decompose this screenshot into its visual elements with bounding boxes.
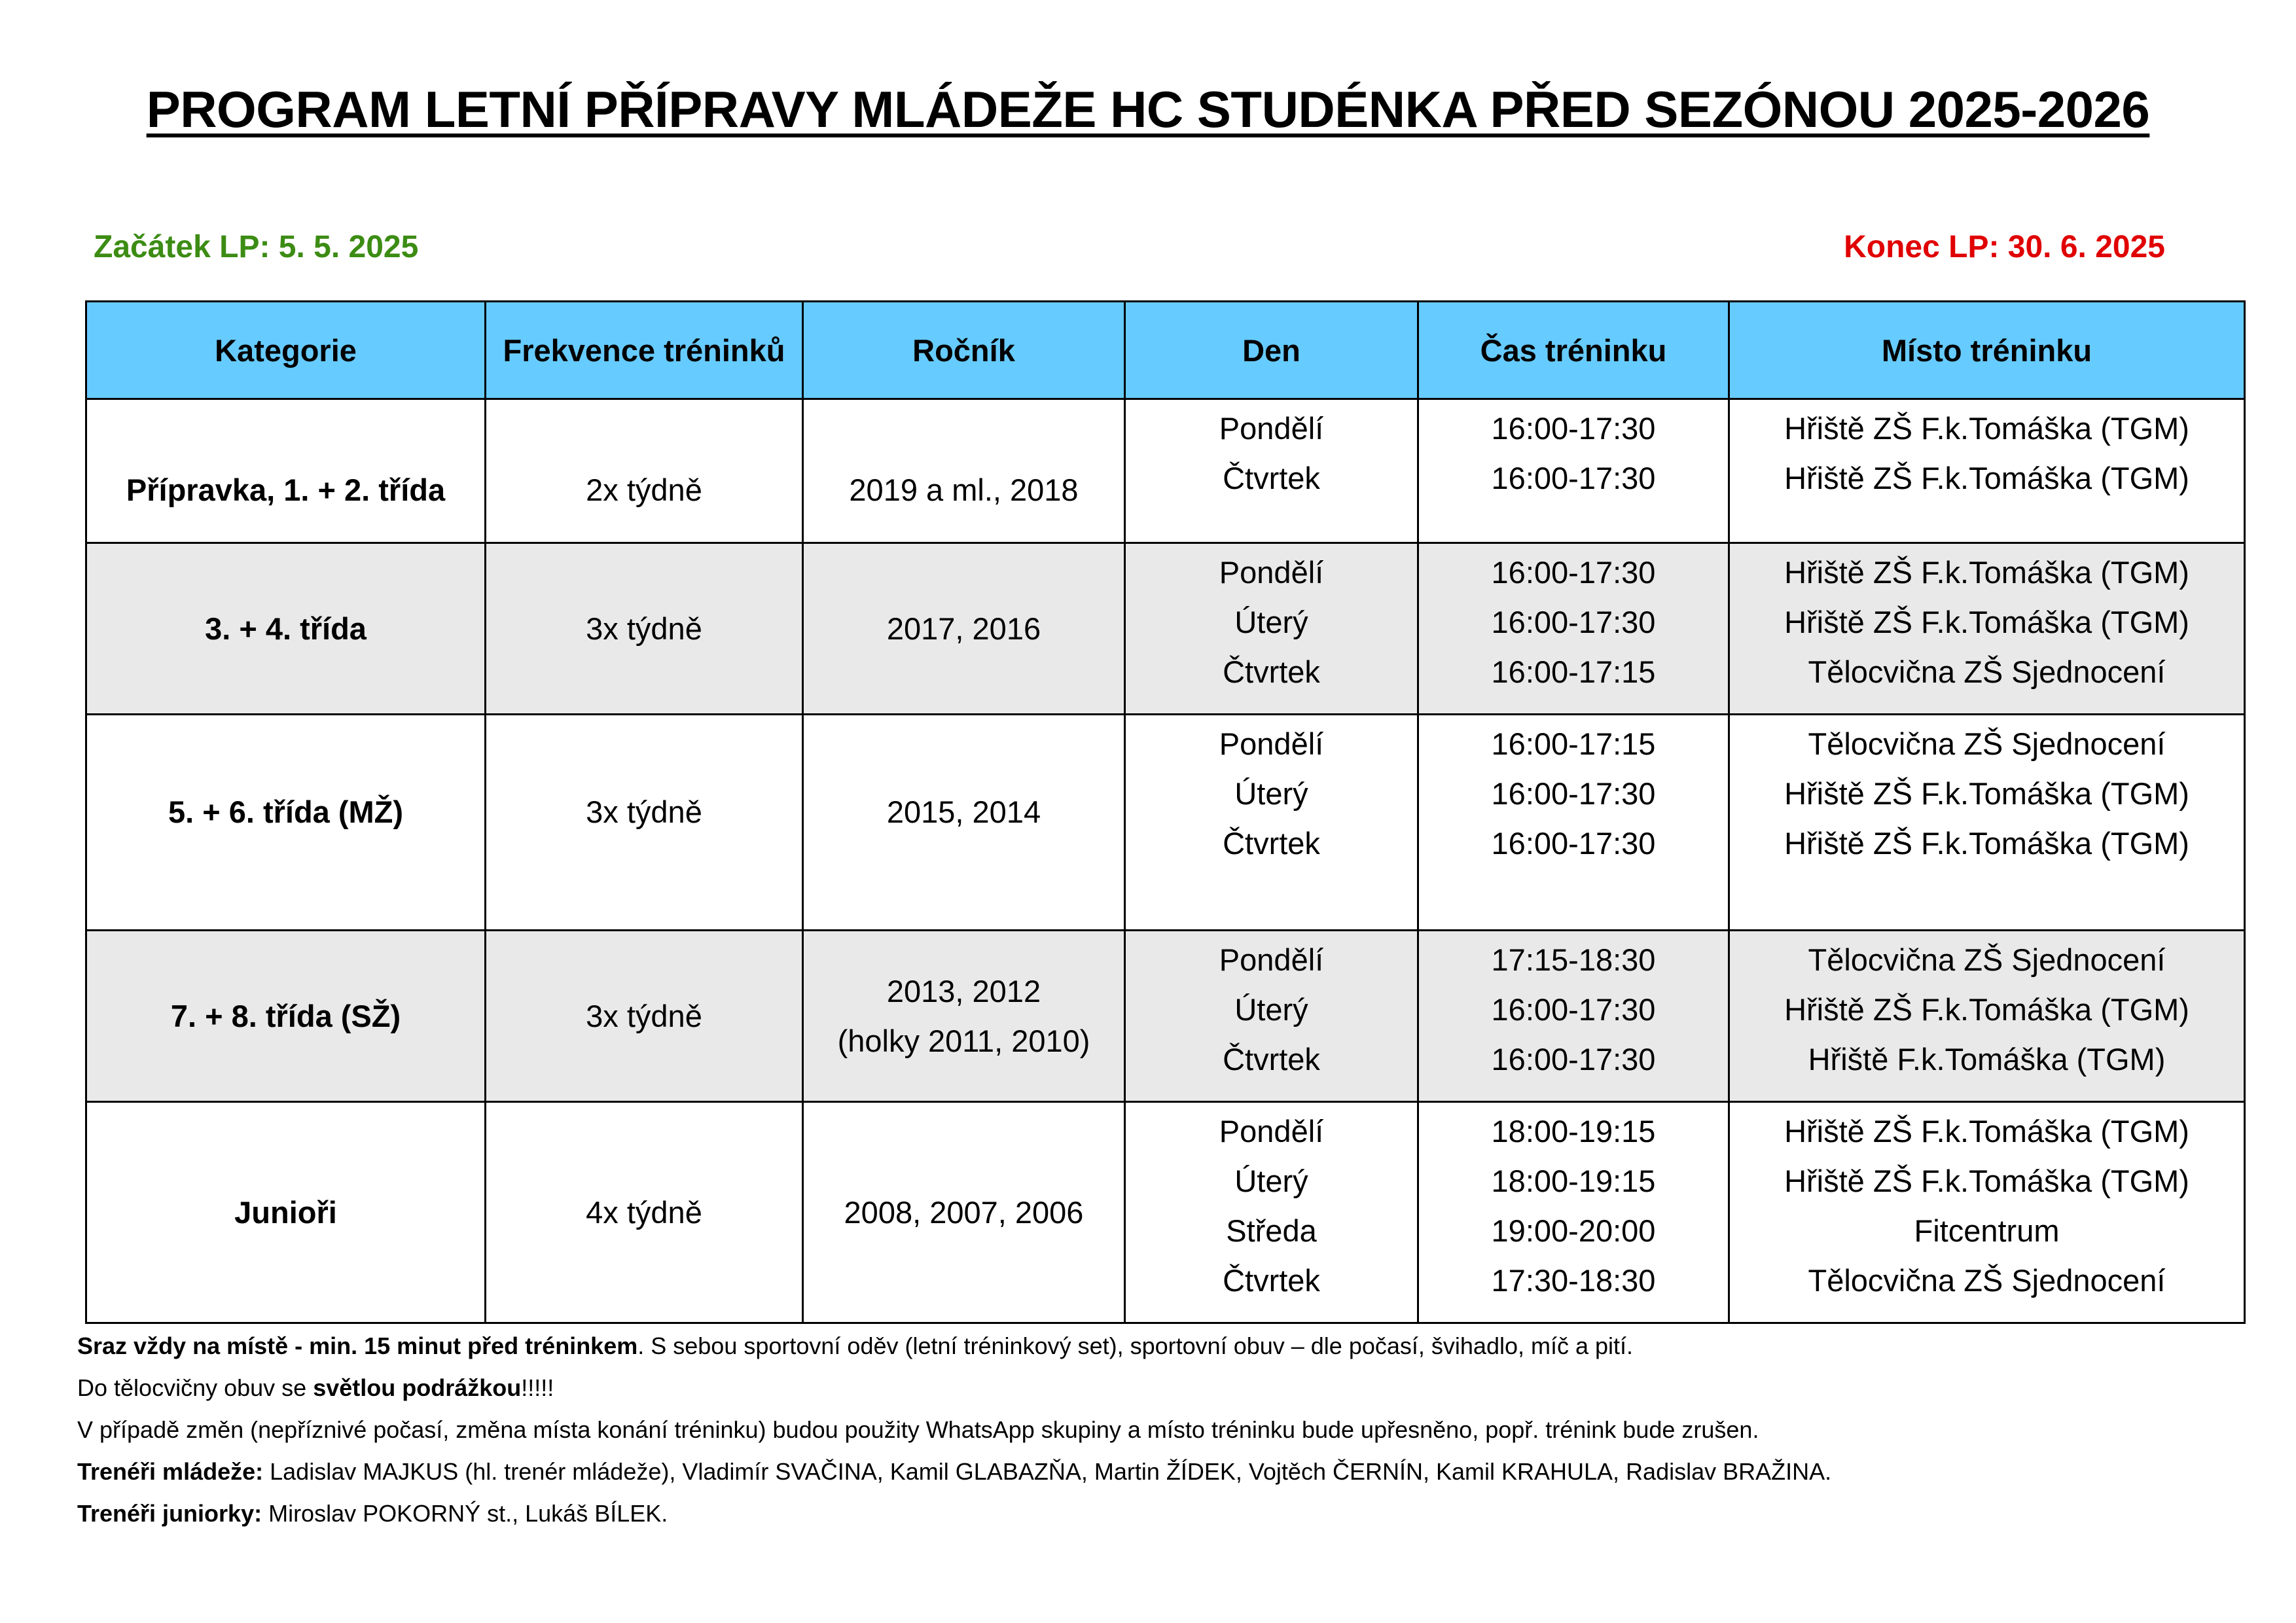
time-label: 16:00-17:30 [1491,826,1656,861]
table-header-row [86,302,2245,399]
note-text: !!!!! [521,1374,554,1401]
place-label: Hřiště ZŠ F.k.Tomáška (TGM) [1784,411,2189,446]
place-label: Hřiště ZŠ F.k.Tomáška (TGM) [1784,1164,2189,1198]
frequency-label: 3x týdně [586,611,702,646]
time-label: 19:00-20:00 [1491,1213,1656,1248]
time-label: 17:30-18:30 [1491,1263,1656,1298]
table-row [86,543,2245,715]
place-label: Hřiště ZŠ F.k.Tomáška (TGM) [1784,776,2189,811]
year-label: (holky 2011, 2010) [837,1023,1090,1058]
time-cell [1418,1102,1729,1323]
year-cell [803,715,1125,931]
year-label: 2017, 2016 [886,611,1041,646]
day-cell [1125,1102,1418,1323]
category-cell [86,715,486,931]
frequency-label: 2x týdně [586,473,702,507]
time-label: 16:00-17:30 [1491,411,1656,446]
start-date: Začátek LP: 5. 5. 2025 [94,230,419,264]
schedule-table [85,300,2246,1324]
frequency-label: 4x týdně [586,1195,702,1230]
place-cell [1729,931,2245,1102]
time-label: 16:00-17:15 [1491,654,1656,689]
frequency-cell [486,543,803,715]
time-label: 16:00-17:30 [1491,776,1656,811]
time-label: 17:15-18:30 [1491,942,1656,977]
place-label: Hřiště ZŠ F.k.Tomáška (TGM) [1784,826,2189,861]
place-label: Fitcentrum [1914,1213,2060,1248]
header-day: Den [1125,302,1418,399]
time-label: 16:00-17:30 [1491,605,1656,639]
table-row [86,399,2245,543]
day-label: Čtvrtek [1223,1263,1320,1298]
category-label: 3. + 4. třída [205,611,367,646]
frequency-cell [486,715,803,931]
day-label: Pondělí [1219,411,1324,446]
category-label: Přípravka, 1. + 2. třída [126,473,446,507]
year-label: 2015, 2014 [886,794,1041,829]
day-cell [1125,543,1418,715]
place-label: Hřiště ZŠ F.k.Tomáška (TGM) [1784,461,2189,495]
category-cell [86,1102,486,1323]
note-bold: Trenéři juniorky: [77,1500,262,1527]
time-label: 18:00-19:15 [1491,1164,1656,1198]
time-label: 16:00-17:30 [1491,555,1656,590]
notes-section [77,1325,1831,1535]
place-label: Tělocvična ZŠ Sjednocení [1808,942,2166,977]
day-label: Pondělí [1219,555,1324,590]
time-cell [1418,931,1729,1102]
note-line [77,1367,1831,1409]
note-text: . S sebou sportovní oděv (letní tréninkový set), sportovní obuv – dle počasí, švihadlo, míč a pití. [637,1332,1634,1359]
table-row [86,715,2245,931]
note-bold: Sraz vždy na místě - min. 15 minut před tréninkem [77,1332,638,1359]
year-label: 2019 a ml., 2018 [849,473,1079,507]
time-cell [1418,715,1729,931]
table-row [86,1102,2245,1323]
place-label: Hřiště ZŠ F.k.Tomáška (TGM) [1784,1114,2189,1149]
time-cell [1418,543,1729,715]
note-text: Do tělocvičny obuv se [77,1374,314,1401]
time-cell [1418,399,1729,543]
day-label: Úterý [1234,992,1308,1027]
day-label: Úterý [1234,605,1308,639]
place-label: Hřiště ZŠ F.k.Tomáška (TGM) [1784,992,2189,1027]
header-category: Kategorie [86,302,486,399]
year-cell [803,543,1125,715]
frequency-cell [486,399,803,543]
year-cell [803,931,1125,1102]
place-label: Tělocvična ZŠ Sjednocení [1808,1263,2166,1298]
place-label: Hřiště F.k.Tomáška (TGM) [1808,1042,2166,1077]
note-line [77,1325,1831,1367]
category-label: Junioři [234,1195,337,1230]
day-cell [1125,715,1418,931]
category-cell [86,931,486,1102]
year-label: 2013, 2012 [886,973,1041,1008]
note-text: Miroslav POKORNÝ st., Lukáš BÍLEK. [262,1500,668,1527]
year-cell [803,1102,1125,1323]
frequency-label: 3x týdně [586,999,702,1033]
day-label: Čtvrtek [1223,1042,1320,1077]
place-cell [1729,715,2245,931]
frequency-label: 3x týdně [586,794,702,829]
place-label: Tělocvična ZŠ Sjednocení [1808,726,2166,761]
note-line [77,1451,1831,1493]
place-cell [1729,1102,2245,1323]
frequency-cell [486,1102,803,1323]
day-cell [1125,931,1418,1102]
note-line [77,1409,1831,1451]
day-label: Pondělí [1219,1114,1324,1149]
header-time: Čas tréninku [1418,302,1729,399]
header-frequency: Frekvence tréninků [486,302,803,399]
day-label: Úterý [1234,776,1308,811]
time-label: 16:00-17:15 [1491,726,1656,761]
note-line [77,1493,1831,1535]
header-place: Místo tréninku [1729,302,2245,399]
place-label: Hřiště ZŠ F.k.Tomáška (TGM) [1784,605,2189,639]
time-label: 16:00-17:30 [1491,461,1656,495]
day-label: Čtvrtek [1223,654,1320,689]
time-label: 18:00-19:15 [1491,1114,1656,1149]
category-cell [86,543,486,715]
category-label: 5. + 6. třída (MŽ) [168,794,404,829]
day-label: Pondělí [1219,726,1324,761]
day-label: Čtvrtek [1223,461,1320,495]
day-cell [1125,399,1418,543]
time-label: 16:00-17:30 [1491,1042,1656,1077]
category-cell [86,399,486,543]
note-bold: světlou podrážkou [313,1374,522,1401]
note-bold: Trenéři mládeže: [77,1458,264,1485]
table-row [86,931,2245,1102]
place-label: Tělocvična ZŠ Sjednocení [1808,654,2166,689]
day-label: Středa [1226,1213,1317,1248]
note-text: V případě změn (nepříznivé počasí, změna místa konání tréninku) budou použity WhatsApp skupiny a místo tréninku bude upřesněno, popř. trénink bude zrušen. [77,1416,1759,1443]
year-cell [803,399,1125,543]
place-cell [1729,543,2245,715]
day-label: Čtvrtek [1223,826,1320,861]
category-label: 7. + 8. třída (SŽ) [170,999,401,1033]
header-year: Ročník [803,302,1125,399]
frequency-cell [486,931,803,1102]
end-date: Konec LP: 30. 6. 2025 [1844,230,2165,264]
day-label: Pondělí [1219,942,1324,977]
note-text: Ladislav MAJKUS (hl. trenér mládeže), Vladimír SVAČINA, Kamil GLABAZŇA, Martin ŽÍDEK, Vojtěch ČERNÍN, Kamil KRAHULA, Radislav BRAŽINA. [263,1458,1832,1485]
page-title: PROGRAM LETNÍ PŘÍPRAVY MLÁDEŽE HC STUDÉNKA PŘED SEZÓNOU 2025-2026 [146,80,2150,138]
year-label: 2008, 2007, 2006 [844,1195,1084,1230]
place-cell [1729,399,2245,543]
day-label: Úterý [1234,1164,1308,1198]
time-label: 16:00-17:30 [1491,992,1656,1027]
place-label: Hřiště ZŠ F.k.Tomáška (TGM) [1784,555,2189,590]
